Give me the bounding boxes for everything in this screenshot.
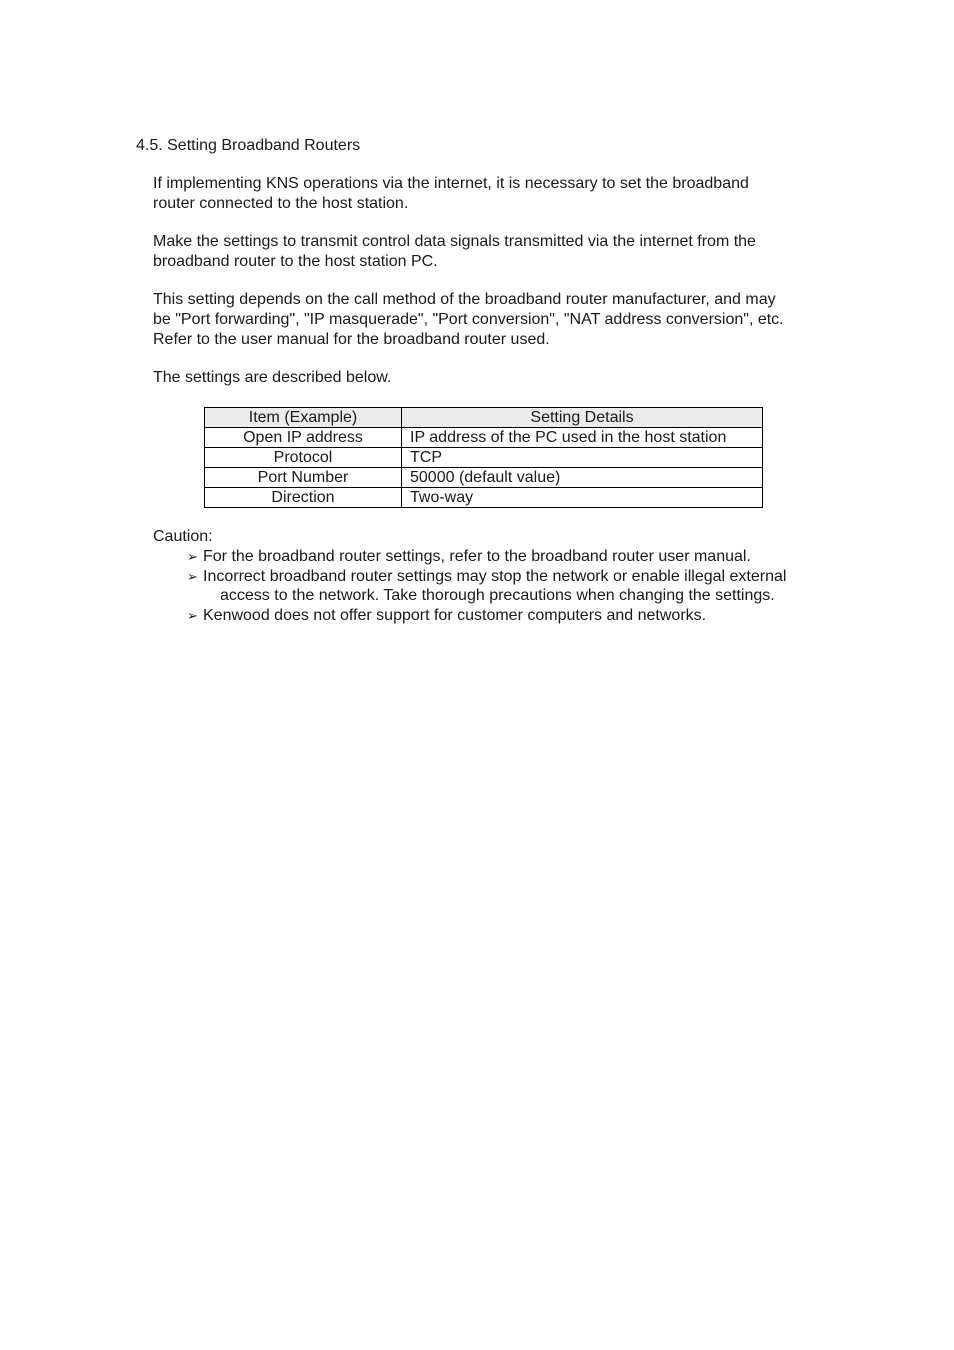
paragraph-internet-setup — [153, 174, 833, 214]
table-cell-item: Direction — [205, 488, 402, 508]
caution-list — [187, 547, 827, 625]
table-row — [205, 448, 763, 468]
caution-item — [187, 567, 827, 606]
paragraph-line: If implementing KNS operations via the internet, it is necessary to set the broadband — [153, 175, 749, 192]
arrowhead-bullet-icon: ➢ — [187, 607, 198, 623]
caution-item-text: Kenwood does not offer support for customer computers and networks. — [203, 606, 707, 624]
table-row — [205, 428, 763, 448]
caution-item — [187, 606, 827, 626]
paragraph-settings-intro — [153, 368, 833, 388]
paragraph-line: router connected to the host station. — [153, 195, 409, 212]
caution-item — [187, 547, 827, 567]
arrowhead-bullet-icon: ➢ — [187, 568, 198, 584]
table-cell-detail: TCP — [402, 448, 763, 468]
table-cell-item: Protocol — [205, 448, 402, 468]
settings-table — [204, 407, 763, 508]
arrowhead-bullet-icon: ➢ — [187, 549, 198, 564]
paragraph-line: The settings are described below. — [153, 369, 392, 386]
paragraph-line: Make the settings to transmit control data signals transmitted via the internet from the — [153, 233, 756, 250]
table-header-detail: Setting Details — [402, 408, 763, 428]
paragraph-transmit-settings — [153, 232, 833, 272]
caution-label: Caution: — [153, 528, 213, 545]
paragraph-line: be "Port forwarding", "IP masquerade", "Port conversion", "NAT address conversion", etc. — [153, 311, 784, 328]
section-heading: 4.5. Setting Broadband Routers — [136, 137, 361, 154]
paragraph-line: broadband router to the host station PC. — [153, 253, 438, 270]
paragraph-line: This setting depends on the call method of the broadband router manufacturer, and may — [153, 291, 776, 308]
table-cell-item: Port Number — [205, 468, 402, 488]
table-row — [205, 488, 763, 508]
table-cell-detail: 50000 (default value) — [402, 468, 763, 488]
table-header-item: Item (Example) — [205, 408, 402, 428]
table-cell-detail: IP address of the PC used in the host station — [402, 428, 763, 448]
paragraph-line: Refer to the user manual for the broadband router used. — [153, 331, 550, 348]
table-cell-item: Open IP address — [205, 428, 402, 448]
table-row — [205, 468, 763, 488]
table-header-row — [205, 408, 763, 428]
caution-item-text: For the broadband router settings, refer to the broadband router user manual. — [203, 548, 751, 565]
caution-item-text: Incorrect broadband router settings may stop the network or enable illegal external — [203, 567, 787, 585]
table-cell-detail: Two-way — [402, 488, 763, 508]
paragraph-call-method — [153, 290, 833, 350]
caution-item-text-continued: access to the network. Take thorough precautions when changing the settings. — [220, 587, 775, 604]
